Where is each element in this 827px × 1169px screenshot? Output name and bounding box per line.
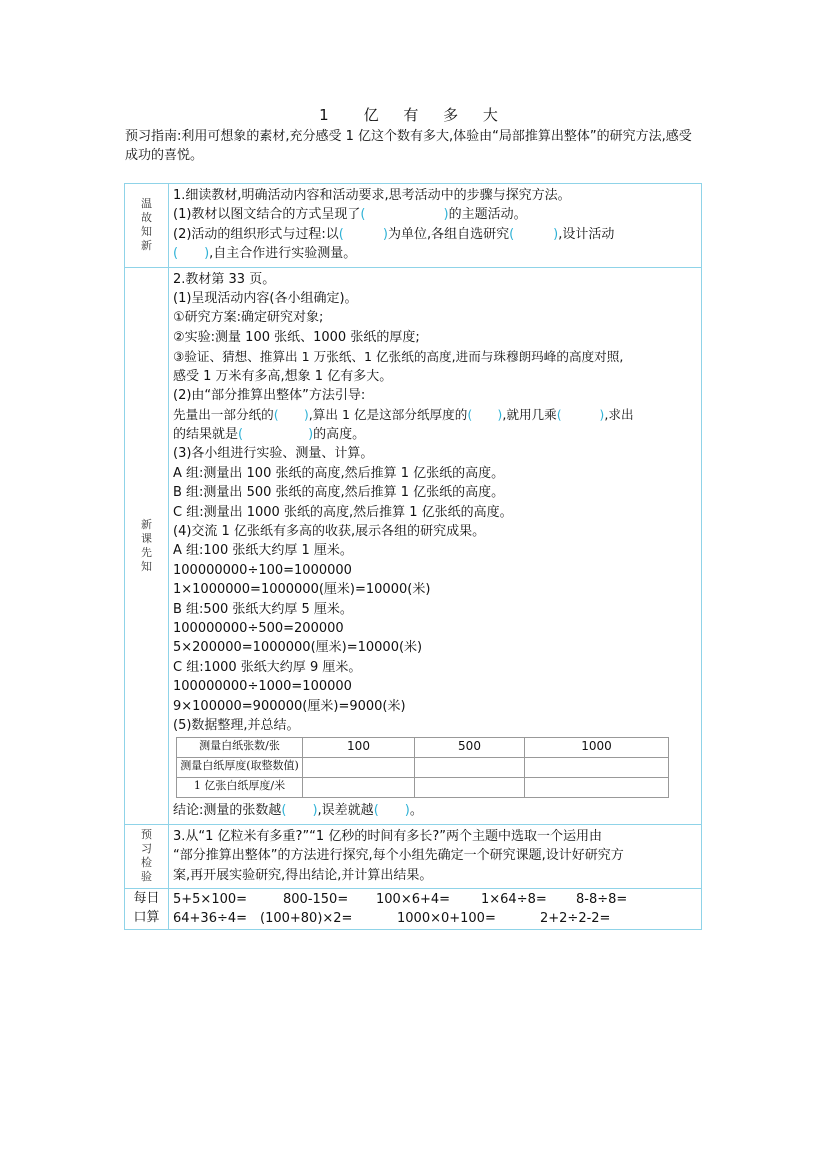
review-label: 温故知新: [141, 197, 152, 253]
newlesson-line: (2)由“部分推算出整体”方法引导:: [173, 388, 366, 404]
calc-item: 1×64÷8=: [481, 892, 547, 907]
newlesson-line: C 组:测量出 1000 张纸的高度,然后推算 1 亿张纸的高度。: [173, 504, 513, 520]
review-line-3: (2)活动的组织形式与过程:以( )为单位,各组自选研究( ),设计活动: [173, 226, 615, 242]
answer-blank[interactable]: ( ): [338, 226, 388, 242]
calc-item: (100+80)×2=: [260, 911, 353, 927]
method-line-1: 先量出一部分纸的( ),算出 1 亿是这部分纸厚度的( ),就用几乘( ),求出: [173, 407, 634, 423]
review-line-4: ( ),自主合作进行实验测量。: [173, 246, 357, 262]
newlesson-row: [125, 267, 702, 824]
answer-blank[interactable]: ( ): [173, 246, 210, 262]
preview-guide: 预习指南:利用可想象的素材,充分感受 1 亿这个数有多大,体验由“局部推算出整体”的研究方法,感受成功的喜悦。: [125, 129, 692, 163]
review-label-cell: [125, 184, 169, 268]
conclusion-line: 结论:测量的张数越( ),误差就越( )。: [173, 803, 423, 819]
newlesson-content: [169, 267, 702, 824]
review-line-1: 1.细读教材,明确活动内容和活动要求,思考活动中的步骤与探究方法。: [173, 188, 571, 203]
data-table-header: 100: [303, 738, 415, 758]
newlesson-line: 9×100000=900000(厘米)=9000(米): [173, 698, 406, 714]
answer-blank[interactable]: ( ): [273, 407, 309, 423]
preview-content: [169, 824, 702, 888]
calc-item: 8-8÷8=: [576, 892, 628, 907]
newlesson-line: 100000000÷500=200000: [173, 620, 344, 636]
lesson-table: [124, 183, 702, 930]
newlesson-line: B 组:测量出 500 张纸的高度,然后推算 1 亿张纸的高度。: [173, 485, 505, 501]
newlesson-line: (4)交流 1 亿张纸有多高的收获,展示各组的研究成果。: [173, 523, 486, 539]
newlesson-line: (1)呈现活动内容(各小组确定)。: [173, 291, 358, 307]
newlesson-line: 感受 1 万米有多高,想象 1 亿有多大。: [173, 368, 393, 384]
data-table-cell[interactable]: [303, 778, 415, 798]
newlesson-line: 100000000÷100=1000000: [173, 562, 352, 578]
data-table-cell[interactable]: [525, 778, 669, 798]
newlesson-line: ③验证、猜想、推算出 1 万张纸、1 亿张纸的高度,进而与珠穆朗玛峰的高度对照,: [173, 349, 624, 365]
newlesson-label-cell: [125, 267, 169, 824]
page-title: 1 亿 有 多 大: [319, 106, 508, 124]
data-table-header: 测量白纸张数/张: [177, 738, 303, 758]
newlesson-line: ①研究方案:确定研究对象;: [173, 310, 324, 326]
newlesson-label: 新课先知: [141, 517, 152, 573]
review-row: [125, 184, 702, 268]
data-table-row: [177, 738, 669, 758]
newlesson-line: 1×1000000=1000000(厘米)=10000(米): [173, 582, 431, 598]
calc-item: 5+5×100=: [173, 892, 248, 907]
data-table-header: 1000: [525, 738, 669, 758]
data-table-row: [177, 758, 669, 778]
method-line-2: 的结果就是( )的高度。: [173, 426, 366, 442]
newlesson-line: 2.教材第 33 页。: [173, 271, 276, 287]
calc-item: 2+2÷2-2=: [540, 911, 611, 927]
data-table-cell[interactable]: [415, 778, 525, 798]
answer-blank[interactable]: ( ): [467, 407, 503, 423]
answer-blank[interactable]: ( ): [281, 803, 318, 819]
newlesson-line: ②实验:测量 100 张纸、1000 张纸的厚度;: [173, 329, 420, 345]
preview-line: 案,再开展实验研究,得出结论,并计算出结果。: [173, 867, 433, 883]
review-content: [169, 184, 702, 268]
answer-blank[interactable]: ( ): [556, 407, 605, 423]
newlesson-line: (5)数据整理,并总结。: [173, 717, 300, 733]
preview-line: 3.从“1 亿粒米有多重?”“1 亿秒的时间有多长?”两个主题中选取一个运用由: [173, 828, 602, 844]
newlesson-line: B 组:500 张纸大约厚 5 厘米。: [173, 601, 353, 617]
daily-row: [125, 889, 702, 930]
answer-blank[interactable]: ( ): [373, 803, 410, 819]
daily-label-cell: [125, 889, 169, 930]
data-table-cell[interactable]: [525, 758, 669, 778]
preview-line: “部分推算出整体”的方法进行探究,每个小组先确定一个研究课题,设计好研究方: [173, 848, 624, 864]
daily-label: 口算: [133, 910, 160, 925]
daily-label: 每日: [133, 891, 160, 906]
calc-item: 800-150=: [283, 892, 349, 907]
calc-item: 100×6+4=: [376, 892, 451, 907]
preview-label-cell: [125, 824, 169, 888]
newlesson-line: 5×200000=1000000(厘米)=10000(米): [173, 640, 423, 656]
data-table-cell[interactable]: [303, 758, 415, 778]
newlesson-line: A 组:测量出 100 张纸的高度,然后推算 1 亿张纸的高度。: [173, 465, 505, 481]
newlesson-line: 100000000÷1000=100000: [173, 679, 352, 695]
data-table-header: 500: [415, 738, 525, 758]
data-table-row-label: 1 亿张白纸厚度/米: [177, 778, 303, 798]
calc-item: 1000×0+100=: [397, 911, 496, 927]
newlesson-line: (3)各小组进行实验、测量、计算。: [173, 446, 374, 462]
calc-row-1: [173, 890, 697, 909]
preview-row: [125, 824, 702, 888]
data-table-cell[interactable]: [415, 758, 525, 778]
preview-label: 预习检验: [141, 828, 152, 884]
calc-item: 64+36÷4=: [173, 911, 248, 927]
newlesson-line: C 组:1000 张纸大约厚 9 厘米。: [173, 659, 362, 675]
answer-blank[interactable]: ( ): [360, 207, 449, 223]
data-table: [176, 737, 669, 798]
calc-row-2: [173, 909, 697, 928]
data-table-row: [177, 778, 669, 798]
newlesson-line: A 组:100 张纸大约厚 1 厘米。: [173, 543, 353, 559]
review-line-2: (1)教材以图文结合的方式呈现了( )的主题活动。: [173, 207, 527, 223]
data-table-row-label: 测量白纸厚度(取整数值): [177, 758, 303, 778]
answer-blank[interactable]: ( ): [509, 226, 559, 242]
daily-content: [169, 889, 702, 930]
answer-blank[interactable]: ( ): [238, 426, 314, 442]
